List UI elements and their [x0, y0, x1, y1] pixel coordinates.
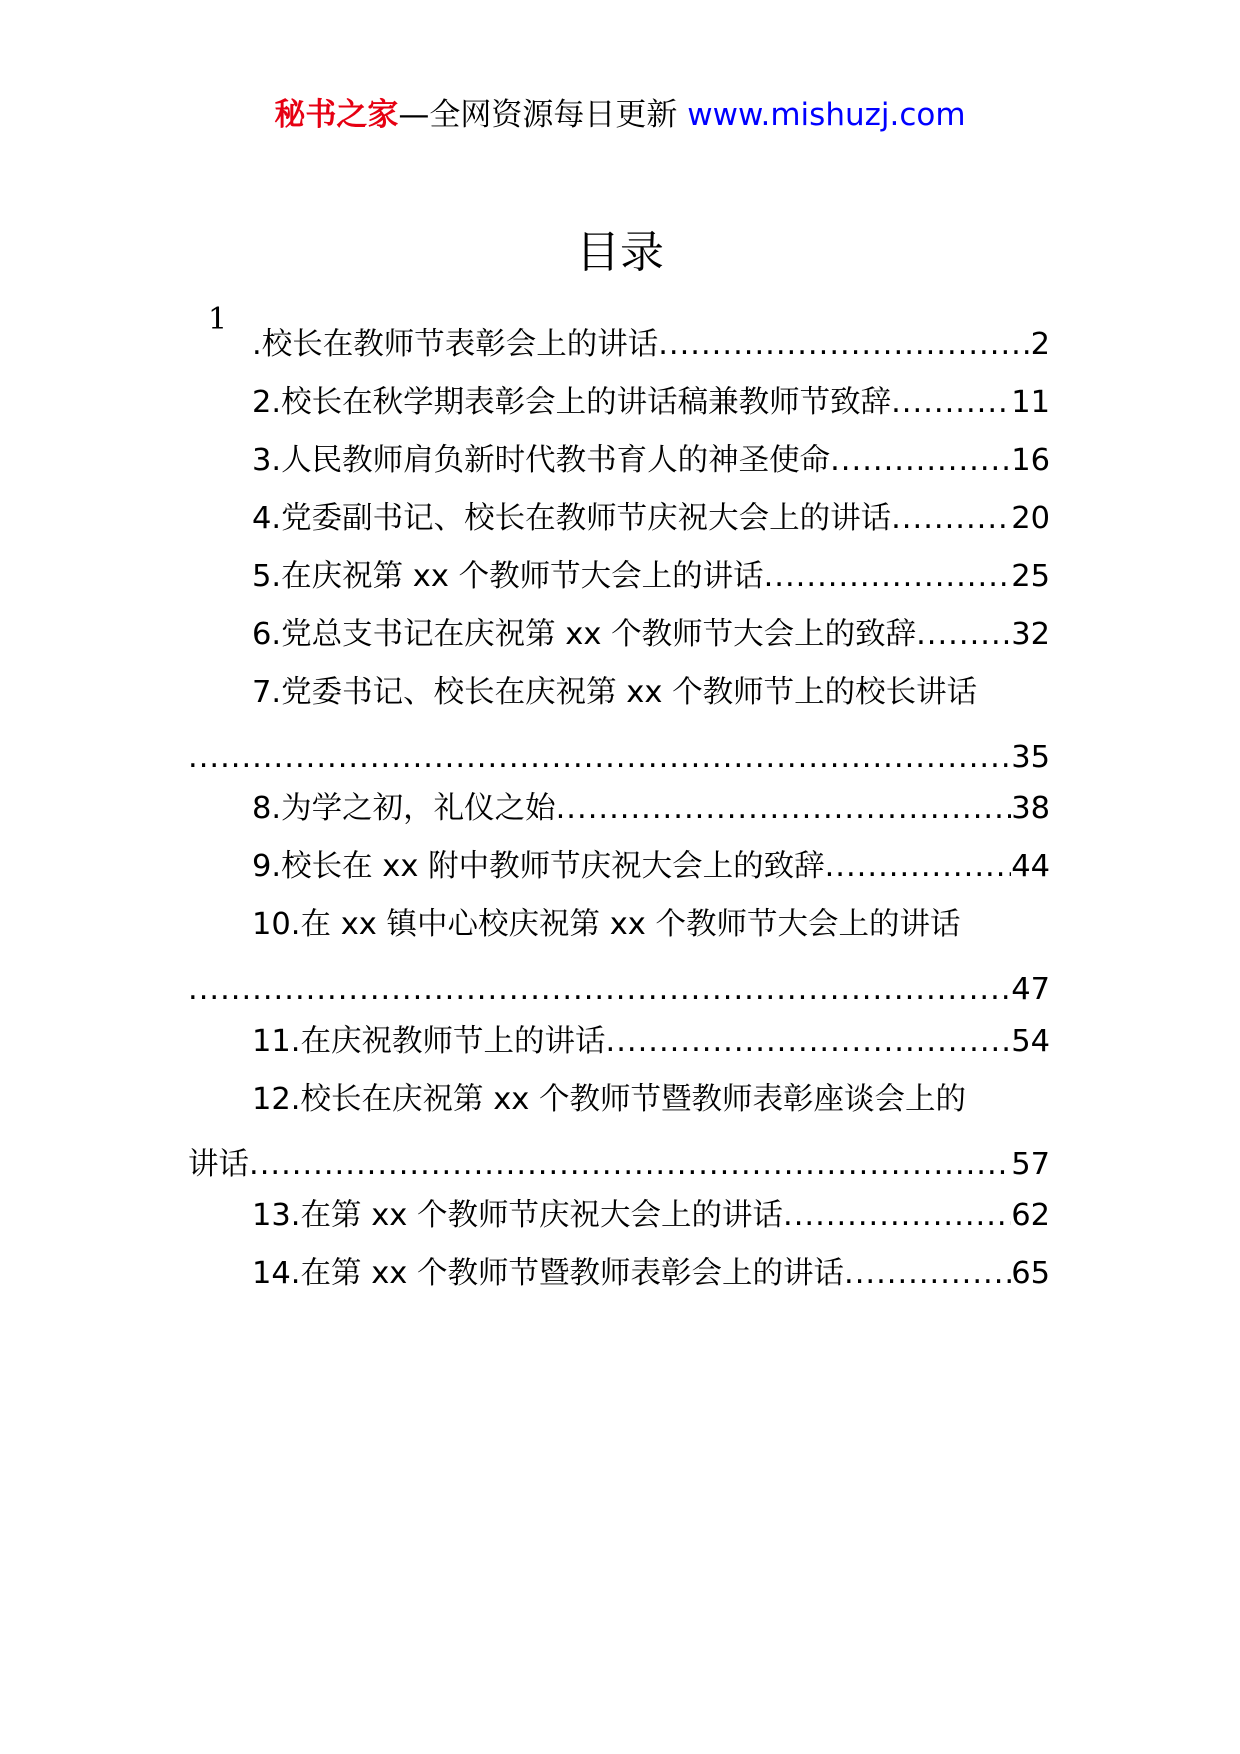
page-marker: 1 [208, 302, 228, 337]
toc-entry-text: 8.为学之初，礼仪之始 [252, 791, 556, 826]
dot-leader [658, 325, 1030, 365]
toc-entry-page: 62 [1011, 1198, 1050, 1233]
toc-entry-1[interactable] [188, 325, 1050, 365]
toc-entry-5[interactable] [188, 557, 1050, 597]
toc-entry-text: 4.党委副书记、校长在教师节庆祝大会上的讲话 [252, 501, 892, 536]
dot-leader [916, 615, 1011, 655]
toc-entry-13[interactable] [188, 1196, 1050, 1236]
toc-entry-12[interactable] [188, 1080, 1050, 1185]
dot-leader [830, 441, 1011, 481]
dot-leader [606, 1022, 1012, 1062]
toc-entry-text: 2.校长在秋学期表彰会上的讲话稿兼教师节致辞 [252, 385, 892, 420]
toc-entry-7[interactable] [188, 673, 1050, 778]
toc-entry-4[interactable] [188, 499, 1050, 539]
dot-leader [188, 738, 1011, 778]
toc-entry-page: 32 [1011, 617, 1050, 652]
toc-entry-2[interactable] [188, 383, 1050, 423]
dot-leader [783, 1196, 1011, 1236]
dot-leader [825, 847, 1012, 887]
toc-entry-text: 9.校长在 xx 附中教师节庆祝大会上的致辞 [252, 849, 825, 884]
toc-entry-page: 44 [1011, 849, 1050, 884]
toc-entry-6[interactable] [188, 615, 1050, 655]
dot-leader [556, 789, 1012, 829]
dot-leader [844, 1254, 1011, 1294]
toc-entry-text: 6.党总支书记在庆祝第 xx 个教师节大会上的致辞 [252, 617, 917, 652]
toc-entry-page: 11 [1011, 385, 1050, 420]
dot-leader [188, 970, 1011, 1010]
site-slogan: —全网资源每日更新 [398, 97, 688, 133]
toc-entry-page: 2 [1030, 327, 1050, 362]
toc-entry-9[interactable] [188, 847, 1050, 887]
toc-entry-page: 38 [1011, 791, 1050, 826]
toc-entry-3[interactable] [188, 441, 1050, 481]
toc-entry-page: 16 [1011, 443, 1050, 478]
dot-leader [891, 499, 1011, 539]
toc-entry-page: 57 [1011, 1147, 1050, 1182]
toc-entry-11[interactable] [188, 1022, 1050, 1062]
toc-entry-text: 11.在庆祝教师节上的讲话 [252, 1024, 606, 1059]
toc-entry-text: 3.人民教师肩负新时代教书育人的神圣使命 [252, 443, 831, 478]
toc-entry-8[interactable] [188, 789, 1050, 829]
toc-entry-text: 13.在第 xx 个教师节庆祝大会上的讲话 [252, 1198, 783, 1233]
dot-leader [764, 557, 1012, 597]
toc-entry-text-continued: 讲话 [188, 1147, 249, 1182]
toc-entry-page: 65 [1011, 1256, 1050, 1291]
site-brand: 秘书之家 [274, 97, 399, 133]
toc-entry-text: 7.党委书记、校长在庆祝第 xx 个教师节上的校长讲话 [252, 675, 978, 710]
toc-entry-page: 54 [1011, 1024, 1050, 1059]
toc-entry-page: 35 [1011, 740, 1050, 775]
dot-leader [891, 383, 1011, 423]
toc-entry-text: 14.在第 xx 个教师节暨教师表彰会上的讲话 [252, 1256, 844, 1291]
toc-entry-text: 5.在庆祝第 xx 个教师节大会上的讲话 [252, 559, 764, 594]
toc-entry-page: 47 [1011, 972, 1050, 1007]
dot-leader [249, 1145, 1011, 1185]
toc-entry-page: 25 [1011, 559, 1050, 594]
toc-entry-text: 12.校长在庆祝第 xx 个教师节暨教师表彰座谈会上的 [252, 1082, 966, 1117]
toc-entry-text: 10.在 xx 镇中心校庆祝第 xx 个教师节大会上的讲话 [252, 907, 961, 942]
toc-entry-text: .校长在教师节表彰会上的讲话 [252, 327, 659, 362]
toc-entry-10[interactable] [188, 905, 1050, 1010]
site-url-link[interactable]: www.mishuzj.com [687, 97, 966, 133]
toc-entry-14[interactable] [188, 1254, 1050, 1294]
toc-entry-page: 20 [1011, 501, 1050, 536]
page-title: 目录 [576, 227, 664, 278]
